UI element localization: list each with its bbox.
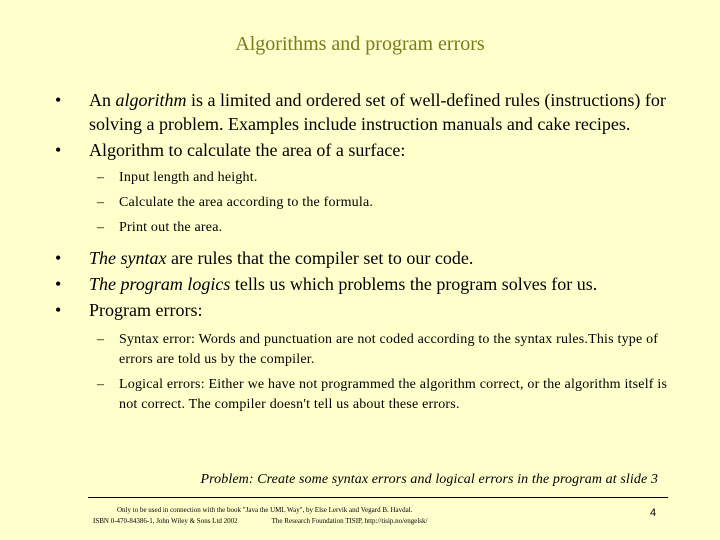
- sub-list-area-steps: [55, 168, 685, 238]
- dash-marker: –: [97, 332, 105, 347]
- bullet-dot: •: [55, 140, 62, 160]
- sub-item: – Input length and height.: [97, 168, 685, 188]
- footer-line-2: ISBN 0-470-84386-1, John Wiley & Sons Ltd 2002 The Research Foundation TISIP, http://tisip.no/engelsk/: [93, 517, 428, 525]
- term-syntax: The syntax: [89, 248, 167, 268]
- problem-statement: Problem: Create some syntax errors and logical errors in the program at slide 3: [200, 472, 658, 487]
- sub-item: – Syntax error: Words and punctuation are not coded according to the syntax rules.This type of errors are told us by the compiler.: [97, 330, 685, 370]
- dash-marker: –: [97, 170, 105, 185]
- footer-divider: [88, 497, 668, 498]
- sub-list-errors: [55, 330, 685, 415]
- bullet-text: are rules that the compiler set to our code.: [166, 248, 474, 268]
- term-algorithm: algorithm: [115, 90, 187, 110]
- dash-marker: –: [97, 377, 105, 392]
- bullet-area-algorithm: [55, 138, 685, 162]
- slide-body: [55, 88, 685, 420]
- bullet-text: tells us which problems the program solves for us.: [230, 274, 598, 294]
- sub-item: – Logical errors: Either we have not programmed the algorithm correct, or the algorithm itself is not correct. The compiler doesn't tell us about these errors.: [97, 375, 685, 415]
- bullet-algorithm-definition: [55, 88, 685, 136]
- bullet-dot: •: [55, 300, 62, 320]
- footer-line-1: Only to be used in connection with the book "Java the UML Way", by Else Lervik and Vegard B. Havdal.: [117, 506, 413, 514]
- bullet-program-logics: [55, 272, 685, 296]
- footer: [93, 505, 427, 527]
- sub-item: – Print out the area.: [97, 218, 685, 238]
- bullet-text: is a limited and ordered set of well-defined rules (instructions) for solving a problem. Examples include instruction manuals and cake recipes.: [89, 90, 666, 134]
- bullet-text: An: [89, 90, 116, 110]
- slide-title: Algorithms and program errors: [235, 33, 485, 55]
- sub-item: – Calculate the area according to the formula.: [97, 193, 685, 213]
- bullet-program-errors: [55, 298, 685, 322]
- bullet-dot: •: [55, 274, 62, 294]
- bullet-dot: •: [55, 248, 62, 268]
- bullet-dot: •: [55, 90, 62, 110]
- bullet-syntax: [55, 246, 685, 270]
- bullet-text: Algorithm to calculate the area of a surface:: [89, 140, 406, 160]
- term-program-logics: The program logics: [89, 274, 231, 294]
- dash-marker: –: [97, 195, 105, 210]
- dash-marker: –: [97, 220, 105, 235]
- bullet-text: Program errors:: [89, 300, 203, 320]
- page-number: 4: [650, 507, 657, 519]
